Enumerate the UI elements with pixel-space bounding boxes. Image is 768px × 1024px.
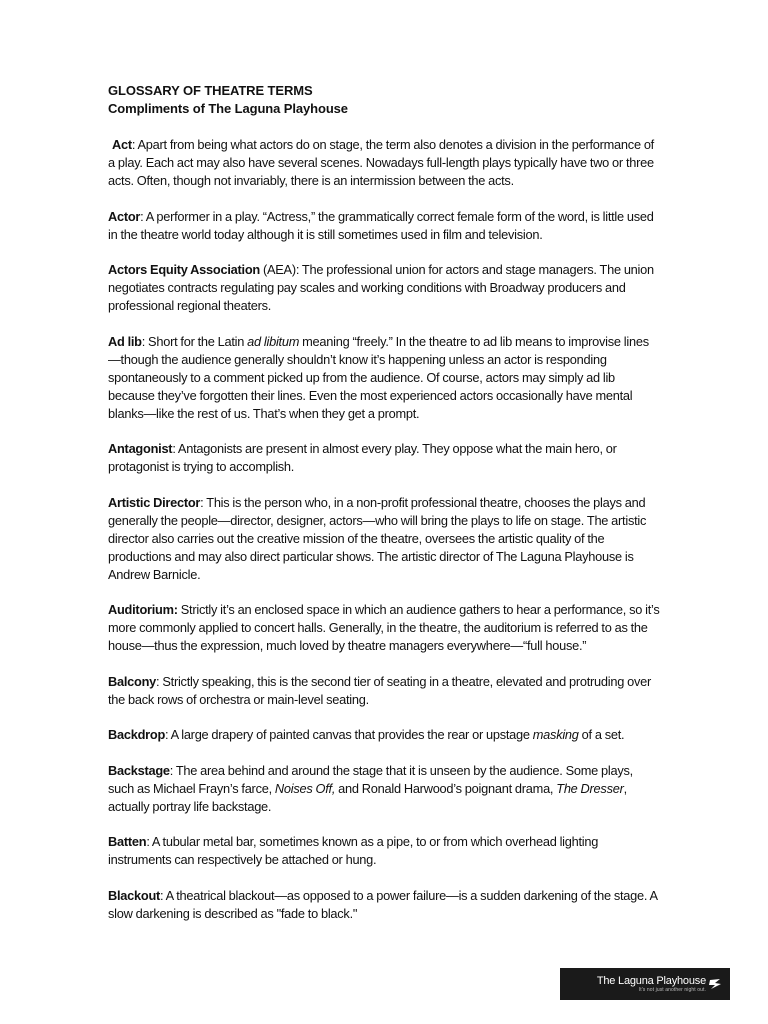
logo-name: The Laguna Playhouse <box>596 975 706 987</box>
glossary-entry-backdrop <box>108 726 660 744</box>
entry-definition: of a set. <box>578 727 625 742</box>
document-subtitle: Compliments of The Laguna Playhouse <box>108 101 348 116</box>
entry-definition: : A large drapery of painted canvas that provides the rear or upstage <box>165 727 533 742</box>
entry-term: Auditorium: <box>108 602 178 617</box>
glossary-entry-ad-lib <box>108 333 660 423</box>
playhouse-logo <box>560 968 730 1000</box>
document-page <box>108 82 660 940</box>
entry-definition: : The area behind and around the stage that it is unseen by the audience. Some plays, such as Michael Frayn’s farce, <box>108 762 633 796</box>
glossary-entry-antagonist <box>108 440 660 476</box>
glossary-entry-auditorium <box>108 601 660 655</box>
entry-term: Antagonist <box>108 441 173 456</box>
entry-definition: : A performer in a play. “Actress,” the grammatically correct female form of the word, is little used in the theatre world today although it is still sometimes used in film and television. <box>108 208 654 242</box>
entry-definition-italic: ad libitum <box>247 333 300 349</box>
entry-term: Backstage <box>108 762 170 778</box>
logo-tagline: It's not just another night out. <box>638 987 706 993</box>
glossary-entry-balcony <box>108 673 660 709</box>
logo-text <box>597 975 706 993</box>
entry-term: Actors Equity Association <box>108 262 260 277</box>
entry-term: Batten <box>108 834 147 849</box>
glossary-entry-blackout <box>108 887 660 923</box>
glossary-entry-act <box>108 136 660 190</box>
entry-definition: : Strictly speaking, this is the second tier of seating in a theatre, elevated and protruding over the back rows of orchestra or main-level seating. <box>108 673 652 707</box>
entry-definition: and Ronald Harwood’s poignant drama, <box>335 780 557 796</box>
entry-term: Act <box>112 137 132 152</box>
entry-term: Blackout <box>108 887 161 903</box>
glossary-entry-backstage <box>108 762 660 816</box>
playhouse-mark-icon <box>708 977 722 991</box>
entry-definition-italic: The Dresser <box>556 780 624 796</box>
glossary-entry-actor <box>108 208 660 244</box>
entry-definition: : Antagonists are present in almost every play. They oppose what the main hero, or protagonist is trying to accomplish. <box>108 441 617 474</box>
entry-term: Balcony <box>108 673 157 689</box>
entry-definition: (AEA): The professional union for actors and stage managers. The union negotiates contracts regulating pay scales and working conditions with Broadway producers and professional regional theaters. <box>108 262 654 313</box>
entry-definition-italic: masking <box>532 727 579 742</box>
entry-term: Actor <box>108 208 141 224</box>
entry-definition: : Short for the Latin <box>141 333 248 349</box>
glossary-entry-artistic-director <box>108 494 660 584</box>
entry-definition: Strictly it’s an enclosed space in which an audience gathers to hear a performance, so it’s more commonly applied to concert halls. Generally, in the theatre, the auditorium is referred to as the house—thus the expression, much loved by theatre managers everywhere—“full house.” <box>108 602 660 653</box>
entry-definition: : Apart from being what actors do on stage, the term also denotes a division in the performance of a play. Each act may also have several scenes. Nowadays full-length plays typically have two or three acts. Often, though not invariably, there is an intermission between the acts. <box>108 137 654 188</box>
entry-definition-italic: Noises Off, <box>274 780 336 796</box>
glossary-entry-actors-equity-association <box>108 261 660 315</box>
entry-term: Artistic Director <box>108 494 201 510</box>
glossary-entry-batten <box>108 833 660 869</box>
entry-definition: : A theatrical blackout—as opposed to a power failure—is a sudden darkening of the stage. A slow darkening is described as "fade to black." <box>108 887 658 921</box>
entry-term: Ad lib <box>108 333 142 349</box>
entry-term: Backdrop <box>108 727 166 742</box>
entry-definition: , actually portray life backstage. <box>108 780 627 814</box>
entry-definition: : This is the person who, in a non-profit professional theatre, chooses the plays and generally the people—director, designer, actors—who will bring the plays to life on stage. The artistic director also carries out the creative mission of the theatre, oversees the artistic quality of the productions and may also direct particular shows. The artistic director of The Laguna Playhouse is Andrew Barnicle. <box>108 494 647 582</box>
entry-definition: meaning “freely.” In the theatre to ad lib means to improvise lines—though the audience generally shouldn’t know it’s happening unless an actor is responding spontaneously to a comment picked up from the audience. Of course, actors may simply ad lib because they’ve forgotten their lines. Even the most experienced actors occasionally have mental blanks—like the rest of us. That’s when they get a prompt. <box>108 333 649 421</box>
entry-definition: : A tubular metal bar, sometimes known as a pipe, to or from which overhead lighting instruments can respectively be attached or hung. <box>108 834 599 867</box>
document-title: GLOSSARY OF THEATRE TERMS <box>108 83 313 98</box>
